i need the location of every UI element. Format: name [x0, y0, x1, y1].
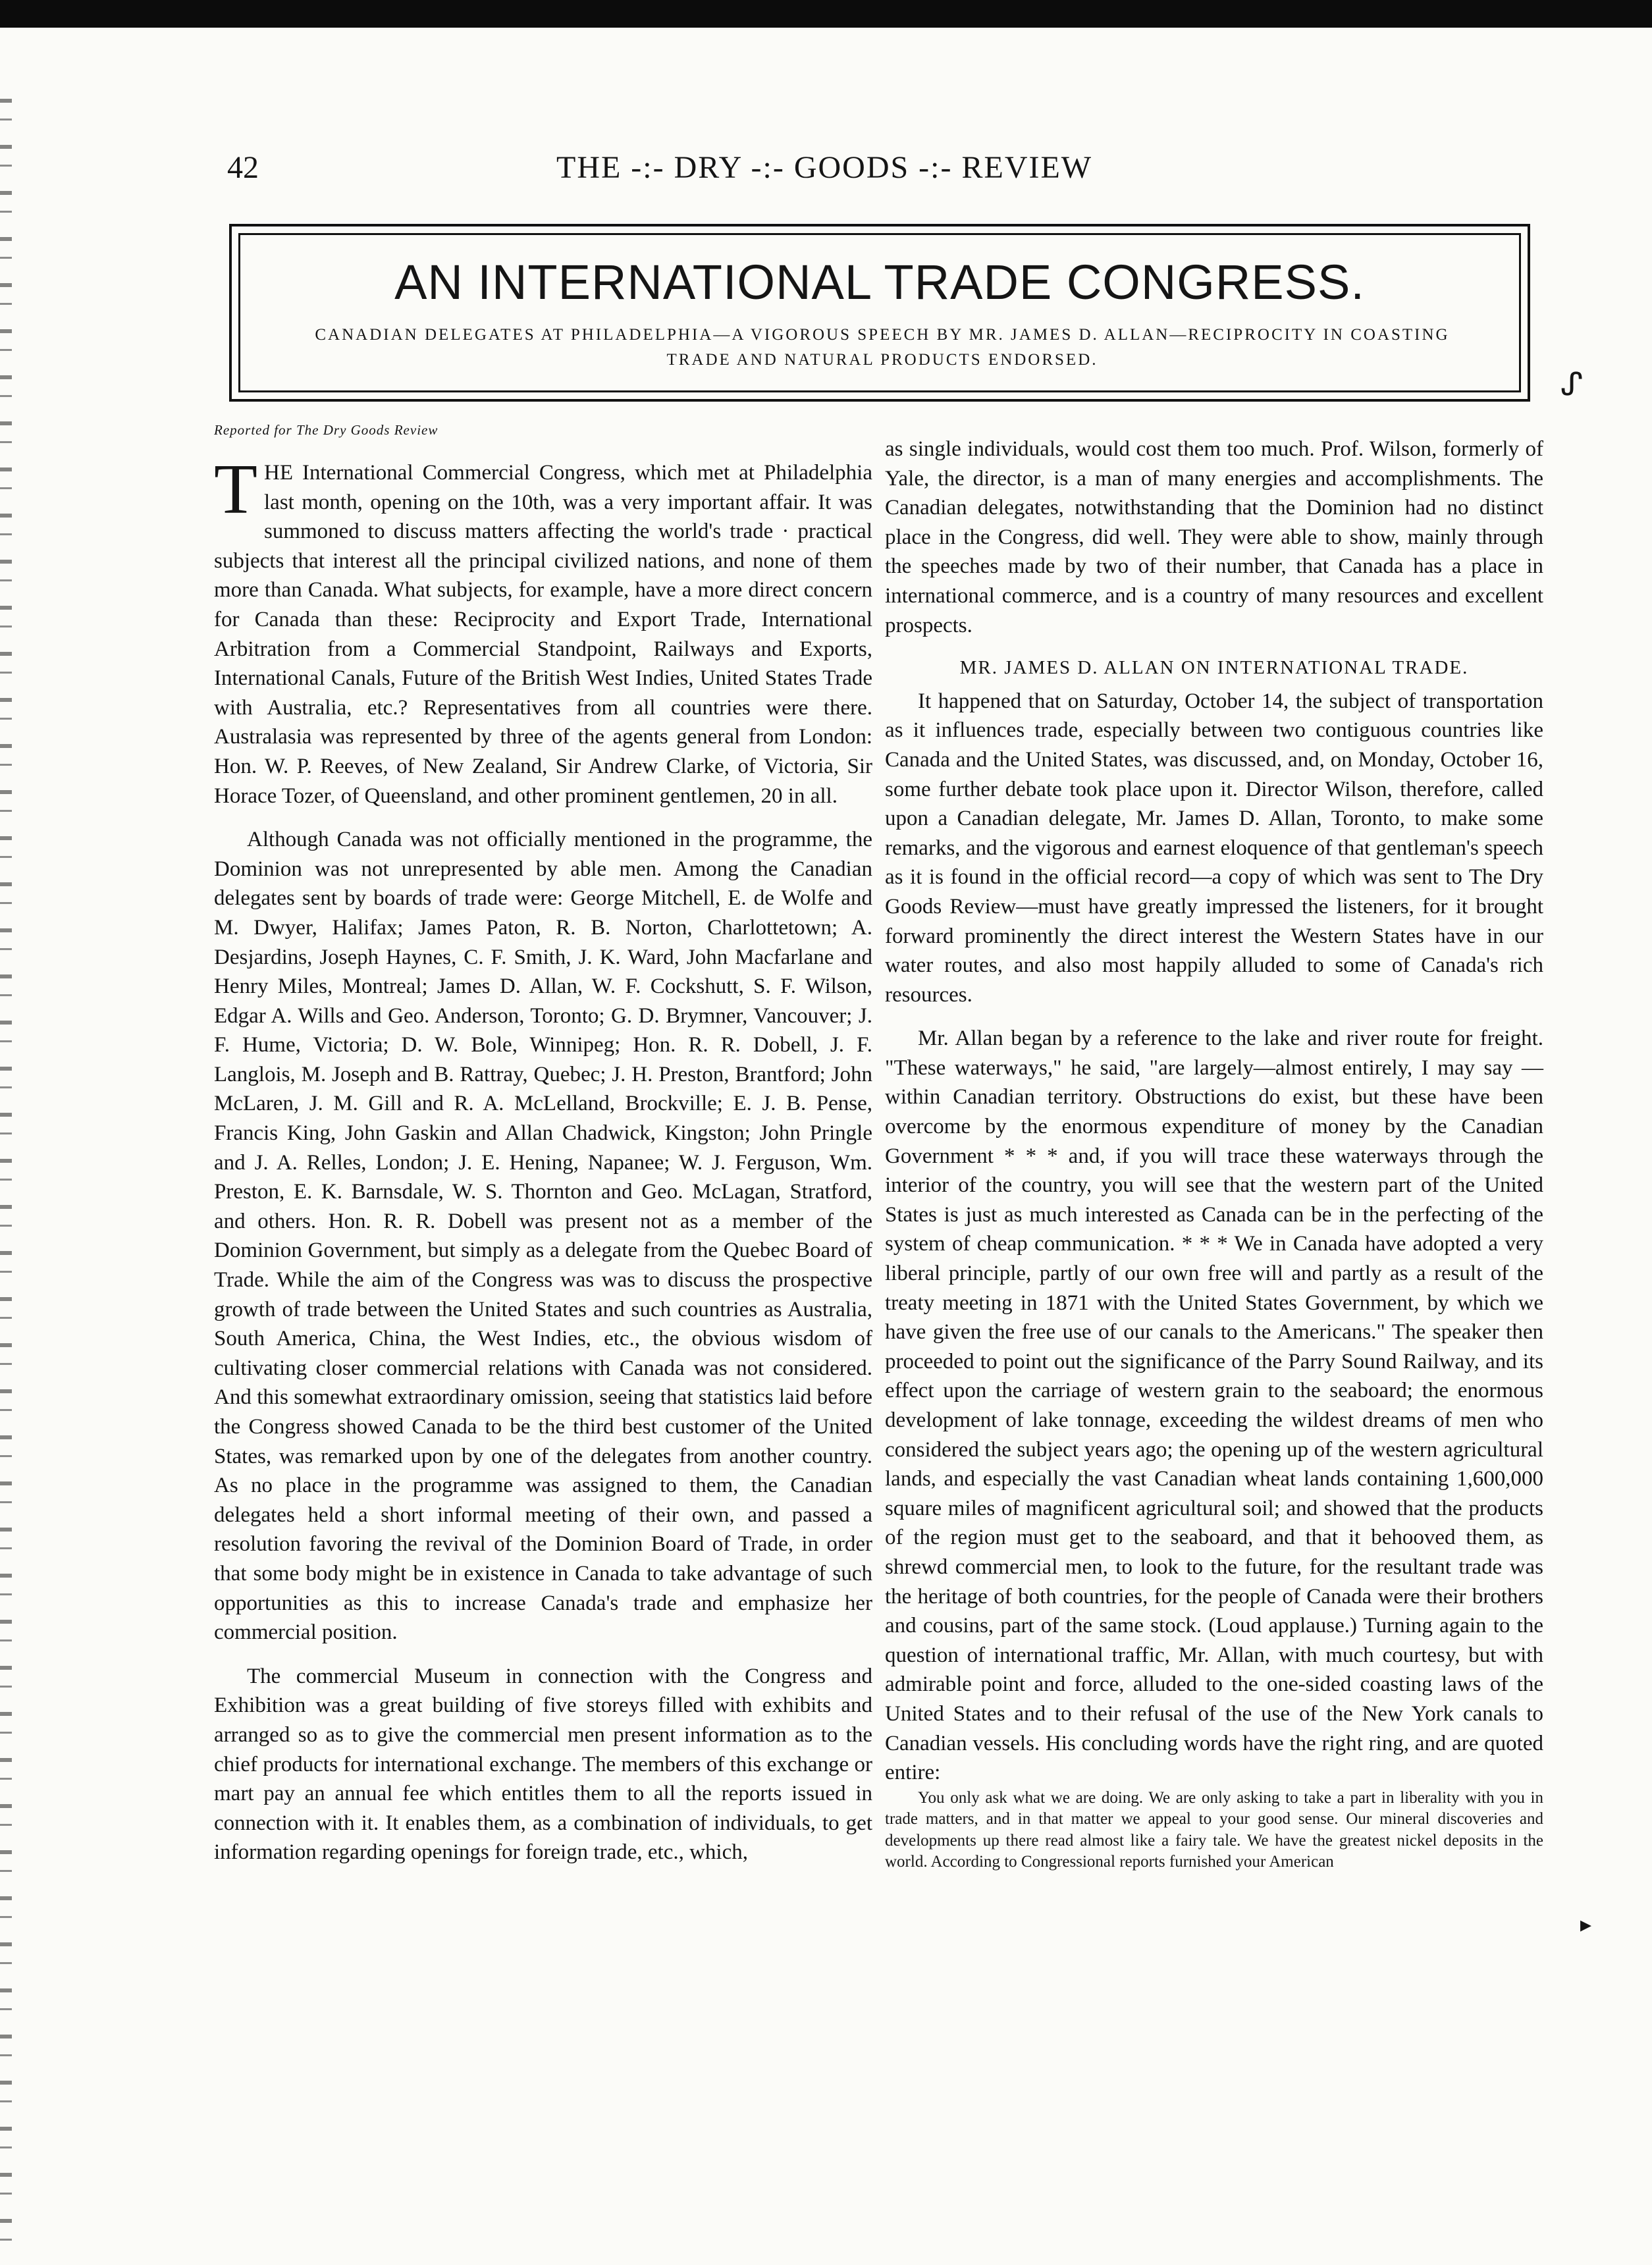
paragraph-3: The commercial Museum in connection with the Congress and Exhibition was a great building of five storeys filled with exhibits and arranged so as to give the commercial men present information as to the chief products for international exchange. The members of this exchange or mart pay an annual fee which entitles them to all the reports issued in connection with it. It enables them, as a combination of individuals, to get information regarding openings for foreign trade, etc., which, — [214, 1664, 872, 1865]
byline-credit: Reported for The Dry Goods Review — [214, 422, 439, 438]
drop-cap: T — [214, 450, 257, 529]
paragraph-5: It happened that on Saturday, October 14, the subject of transportation as it influences trade, especially between two contiguous countries like Canada and the United States, was discussed, and, on Monday, October 16, some further debate took place upon it. Director Wilson, therefore, called upon a Canadian delegate, Mr. James D. Allan, Toronto, to make some remarks, and the vigorous and earnest eloquence of that gentleman's speech as it is found in the official record—a copy of which was sent to The Dry Goods Review—must have greatly impressed the listeners, for it brought forward prominently the direct interest the Western States have in our water routes, and also most happily alluded to some of Canada's rich resources. — [885, 689, 1543, 1007]
page-number: 42 — [227, 150, 259, 185]
paragraph-2: Although Canada was not officially mentioned in the programme, the Dominion was not unrepresented by able men. Among the Canadian delegates sent by boards of trade were: George Mitchell, E. de Wolfe and M. Dwyer, Halifax; James Paton, R. B. Norton, Charlottetown; A. Desjardins, Joseph Haynes, C. F. Smith, J. K. Ward, John Macfarlane and Henry Miles, Montreal; James D. Allan, W. F. Cockshutt, S. F. Wilson, Edgar A. Wills and Geo. Anderson, Toronto; G. D. Brymner, Vancouver; J. F. Hume, Victoria; D. W. Bole, Winnipeg; Hon. R. R. Dobell, J. F. Langlois, M. Joseph and B. Rattray, Quebec; J. H. Preston, Brantford; John McLaren, J. M. Gill and R. A. McLelland, Brockville; E. J. B. Pense, Francis King, John Gaskin and Allan Chadwick, Kingston; John Pringle and J. A. Relles, London; J. E. Hening, Napanee; W. J. Ferguson, Wm. Preston, E. K. Barnsdale, W. S. Thornton and Geo. McLagan, Stratford, and others. Hon. R. R. Dobell was present not as a member of the Dominion Government, but simply as a delegate from the Quebec Board of Trade. While the aim of the Congress was was to discuss the prospective growth of trade between the United States and such countries as Australia, South America, China, the West Indies, etc., the obvious wisdom of cultivating closer commercial relations with Canada was not considered. And this somewhat extraordinary omission, seeing that statistics laid before the Congress showed Canada to be the third best customer of the United States, was remarked upon by one of the delegates from another country. As no place in the programme was assigned to them, the Canadian delegates held a short informal meeting of their own, and passed a resolution favoring the revival of the Dominion Board of Trade, in order that some body might be in existence in Canada to take advantage of such opportunities as this to increase Canada's trade and emphasize her commercial position. — [214, 828, 872, 1645]
page-header — [227, 145, 1162, 198]
scan-left-edge — [0, 99, 12, 2265]
article-banner — [229, 224, 1530, 402]
article-subtitle: CANADIAN DELEGATES AT PHILADELPHIA—A VIGOROUS SPEECH BY MR. JAMES D. ALLAN—RECIPROCITY IN COASTING TRADE AND NATURAL PRODUCTS ENDORSED. — [315, 326, 1450, 369]
block-quote: You only ask what we are doing. We are only asking to take a part in liberality with you in trade matters, and in that matter we appeal to your good sense. Our mineral discoveries and developments up there read almost like a fairy tale. We have the greatest nickel deposits in the world. According to Congressional reports furnished your American — [885, 1788, 1543, 1871]
margin-arrow-icon: ▸ — [1580, 1913, 1592, 1937]
paragraph-4: as single individuals, would cost them too much. Prof. Wilson, formerly of Yale, the director, is a man of many energies and accomplishments. The Canadian delegates, notwithstanding that the Dominion had no distinct place in the Congress, did well. They were able to show, mainly through the speeches made by two of their number, that Canada has a place in international commerce, and is a country of many resources and excellent prospects. — [885, 437, 1543, 637]
article-column-left — [214, 420, 872, 1867]
paragraph-6: Mr. Allan began by a reference to the lake and river route for freight. "These waterways," he said, "are largely—almost entirely, I may say — within Canadian territory. Obstructions do exist, but these have been overcome by the enormous expenditure of money by the Canadian Government * * * and, if you will trace these waterways through the interior of the country, you will see that the western part of the United States is just as much interested as Canada can be in the perfecting of the system of cheap communication. * * * We in Canada have adopted a very liberal principle, partly of our own free will and partly as a result of the treaty meeting in 1871 with the United States Government, by which we have given the free use of our canals to the Americans." The speaker then proceeded to point out the significance of the Parry Sound Railway, and its effect upon the carriage of western grain to the seaboard; the enormous development of lake tonnage, exceeding the wildest dreams of men who considered the subject years ago; the opening up of the western agricultural lands, and especially the vast Canadian wheat lands containing 1,600,000 square miles of magnificent agricultural soil; and showed that the products of the region must get to the seaboard, and that it behooved them, as shrewd commercial men, to look to the future, for the resultant trade was the heritage of both countries, for the people of Canada were their brothers and cousins, part of the same stock. (Loud applause.) Turning again to the question of international traffic, Mr. Allan, with much courtesy, but with admirable point and force, alluded to the one-sided coasting laws of the United States and to their refusal of the use of the New York canals to Canadian vessels. His concluding words have the right ring, and are quoted entire: — [885, 1026, 1543, 1785]
scan-top-border — [0, 0, 1652, 28]
section-subhead: MR. JAMES D. ALLAN ON INTERNATIONAL TRADE. — [959, 657, 1469, 679]
article-title: AN INTERNATIONAL TRADE CONGRESS. — [394, 255, 1365, 309]
running-title: THE -:- DRY -:- GOODS -:- REVIEW — [556, 150, 1093, 185]
margin-mark-icon: ᔑ — [1560, 367, 1584, 402]
article-column-right — [885, 435, 1543, 1873]
paragraph-1 — [214, 450, 872, 811]
paragraph-1-text: HE International Commercial Congress, which met at Philadelphia last month, opening on the 10th, was a very important affair. It was summoned to discuss matters affecting the world's trade · practical subjects that interest all the principal civilized nations, and none of them more than Canada. What subjects, for example, have a more direct concern for Canada than these: Reciprocity and Export Trade, International Arbitration from a Commercial Standpoint, Railways and Exports, International Canals, Future of the British West Indies, United States Trade with Australia, etc.? Representatives from all countries were there. Australasia was represented by three of the agents general from London: Hon. W. P. Reeves, of New Zealand, Sir Andrew Clarke, of Victoria, Sir Horace Tozer, of Queensland, and other prominent gentlemen, 20 in all. — [214, 461, 872, 808]
